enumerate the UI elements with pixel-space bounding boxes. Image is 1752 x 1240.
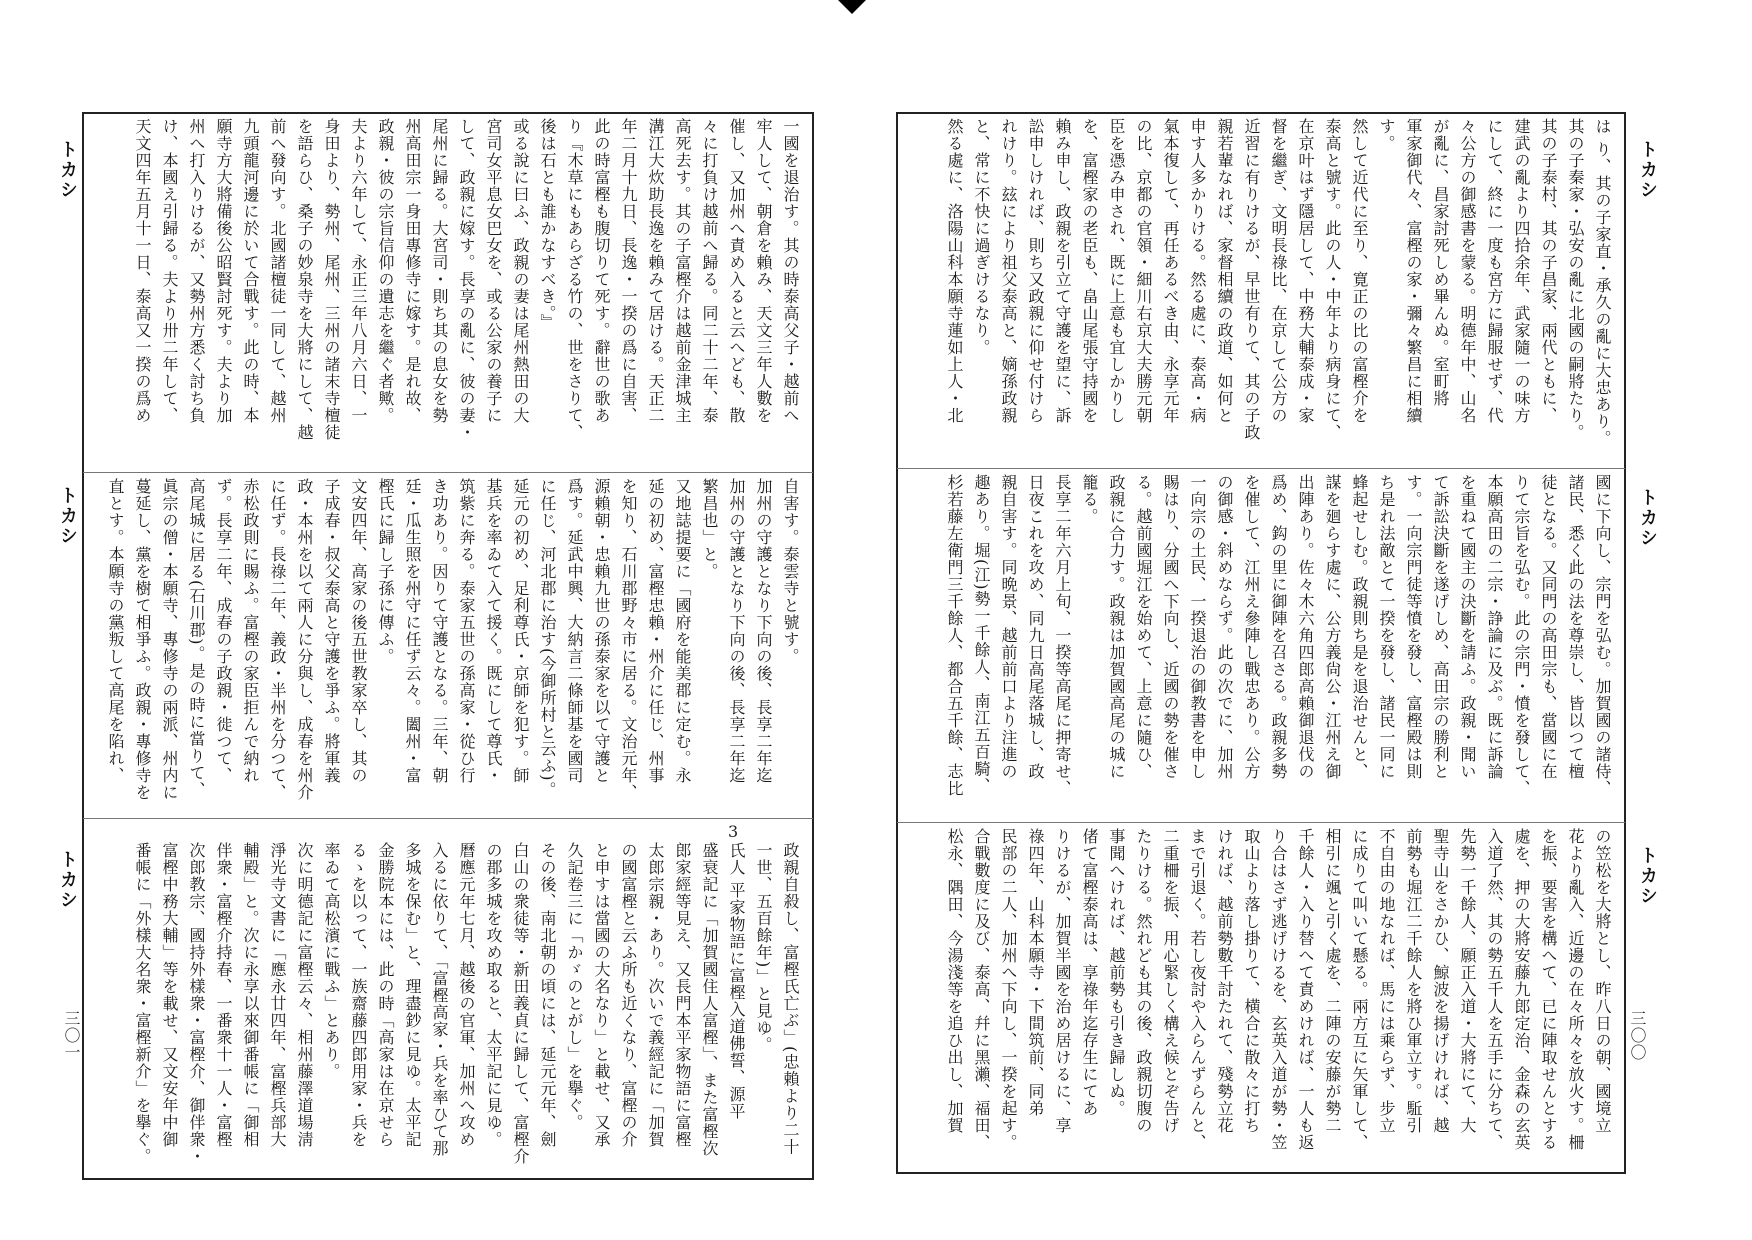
text-column: 其の子秦家・弘安の亂に北國の嗣將たり。 — [1566, 118, 1585, 441]
text-column: 蔓延し、黨を樹て相爭ふ。政親・專修寺を — [133, 478, 152, 801]
text-column: 賜はり、分國へ下向し、近國の勢を催さ — [1161, 474, 1180, 780]
text-column: て訴訟決斷を遂げしめ、高田宗の勝利と — [1431, 474, 1450, 780]
text-column: 軍家御代々、富樫の家・彌々繁昌に相續 — [1404, 118, 1423, 424]
text-column: たりける。然れども其の後、政親切腹の — [1134, 828, 1153, 1134]
text-column: 々に打負け越前へ歸る。同二十二年、泰 — [700, 118, 719, 424]
text-column: 加州の守護となり下向の後、長享二年迄 — [727, 478, 746, 784]
text-column: 建武の亂より四拾余年、武家隨一の味方 — [1512, 118, 1531, 424]
text-column: 々公方の御感書を蒙る。明德年中、山名 — [1458, 118, 1477, 424]
text-column: 筑紫に奔る。泰家五世の孫高家・從ひ行 — [457, 478, 476, 784]
text-column: 牢人して、朝倉を賴み、天文三年人數を — [754, 118, 773, 424]
text-column: 廷・瓜生照を州守に任ず云々。闔州・富 — [403, 478, 422, 784]
text-column: 身田より、勢州、尾州、三州の諸末寺檀徒 — [322, 118, 341, 441]
text-column: 取山より落し掛りて、横合に散々に打ち — [1242, 828, 1261, 1134]
text-column: 輔殿」と。次に永享以來御番帳に「御相 — [241, 842, 260, 1148]
text-column: 源賴朝・忠賴九世の孫泰家を以て守護と — [592, 478, 611, 784]
text-column: 子成春・叔父泰高と守護を爭ふ。將軍義 — [322, 478, 341, 784]
text-column: 日夜これを攻め、同九日高尾落城し、政 — [1026, 474, 1045, 780]
text-column: 曆應元年七月、越後の官軍、加州へ攻め — [457, 842, 476, 1148]
text-column: 基兵を率ゐて入て援く。既にして尊氏・ — [484, 478, 503, 784]
text-column: 赤松政則に賜ふ。富樫の家臣拒んで納れ — [241, 478, 260, 784]
text-column: 國に下向し、宗門を弘む。加賀國の諸侍、 — [1593, 474, 1612, 797]
text-column: の比、京都の官領・細川右京大夫勝元朝 — [1134, 118, 1153, 424]
text-column: 蜂起せしむ。政親則ち是を退治せんと、 — [1350, 474, 1369, 780]
text-column: まで引退く。若し夜討や入らんずらんと、 — [1188, 828, 1207, 1151]
text-column: は り、其の子家直・承久の亂に大忠あり。 — [1593, 118, 1612, 448]
left-running-head-bottom: トカシ — [57, 850, 78, 910]
text-column: を、富樫家の老臣も、畠山尾張守持國を — [1080, 118, 1099, 424]
text-column: り合はさず逃げけるを、玄英入道が勢・笠 — [1269, 828, 1288, 1151]
text-column: る。越前國堀江を始めて、上意に隨ひ、 — [1134, 474, 1153, 780]
scan-artifact-mark — [838, 0, 866, 14]
text-column: 加州の守護となり下向の後、長享二年迄 — [754, 478, 773, 784]
text-column: の笠松を大將とし、昨八日の朝、國境立 — [1593, 828, 1612, 1134]
text-column: 富樫中務大輔」等を載せ、又文安年中御 — [160, 842, 179, 1148]
right-running-head-middle: トカシ — [1637, 488, 1658, 548]
text-column: 次郎教宗、國持外樣衆・富樫介、御伴衆・ — [187, 842, 206, 1165]
text-column: 伴衆・富樫介持春、一番衆十一人・富樫 — [214, 842, 233, 1148]
text-column: の御感・斜めならず。此の次でに、加州 — [1215, 474, 1234, 780]
text-column: に任ず。長祿二年、義政・半州を分つて、 — [268, 478, 287, 801]
left-running-head-middle: トカシ — [57, 486, 78, 546]
text-column: 金勝院本には、此の時「高家は在京せら — [376, 842, 395, 1148]
text-column: 前勢も堀江二千餘人を將ひ軍立す。駈引 — [1404, 828, 1423, 1134]
text-column: す。一向宗門徒等憤を發し、富樫殿は則 — [1404, 474, 1423, 780]
text-column: 申す人多かりける。然る處に、泰高・病 — [1188, 118, 1207, 424]
text-column: 氏人 平家物語に富樫入道佛誓、源平 — [727, 842, 746, 1121]
text-column: と、常に不快に過ぎけるなり。 — [972, 118, 991, 356]
text-column: 文安四年、高家の後五世教家卒し、其の — [349, 478, 368, 784]
text-column: 又地誌提要に「國府を能美郡に定む。永 — [673, 478, 692, 784]
text-column: れけり。玆により祖父泰高と、嫡孫政親 — [999, 118, 1018, 424]
text-column: 政・本州を以て兩人に分與し、成春を州介 — [295, 478, 314, 801]
text-column: 淨光寺文書に「應永廿四年、富樫兵部大 — [268, 842, 287, 1148]
text-column: 合戰數度に及び、泰高、幷に黑瀨、福田、 — [972, 828, 991, 1151]
text-column: ち是れ法敵とて一揆を發し、諸民一同に — [1377, 474, 1396, 780]
text-column: るゝを以って、一族齋藤四郎用家・兵を — [349, 842, 368, 1148]
text-column: 直とす。本願寺の黨叛して高尾を陷れ、 — [106, 478, 125, 784]
text-column: 催し、又加州へ責め入ると云へども、散 — [727, 118, 746, 424]
text-column: 二重柵を振、用心緊しく構え候とぞ告げ — [1161, 828, 1180, 1134]
left-page-panel-bottom — [96, 842, 804, 1174]
text-column: 氣本復して、再任あるべき由、永享元年 — [1161, 118, 1180, 424]
text-column: 相引に颯と引く處を、二陣の安藤が勢二 — [1323, 828, 1342, 1134]
text-column: 或る說に曰ふ、政親の妻は尾州熱田の大 — [511, 118, 530, 424]
text-column: 然して近代に至り、寛正の比の富樫介を — [1350, 118, 1369, 424]
text-column: 趣あり。堀(江)勢一千餘人、南江五百騎、 — [972, 474, 991, 795]
text-column: 近習に有りけるが、早世有りて、其の子政 — [1242, 118, 1261, 441]
text-column: 處を、押の大將安藤九郎定治、金森の玄英 — [1512, 828, 1531, 1151]
text-column: が亂に、昌家討死しめ畢んぬ。室町將 — [1431, 118, 1450, 407]
text-column: ず。長享二年、成春の子政親・徙つて、 — [214, 478, 233, 784]
text-column: 民部の二人、加州へ下向し、一揆を起す。 — [999, 828, 1018, 1151]
text-column: ければ、越前勢數千討たれて、殘勢立花 — [1215, 828, 1234, 1134]
text-column: 一世、五百餘年)」と見ゆ。 — [754, 842, 773, 1054]
text-column: の國富樫と云ふ所も近くなり、富樫の介 — [619, 842, 638, 1148]
text-column: 盛衰記に「加賀國住人富樫」、また富樫次 — [700, 842, 719, 1157]
text-column: 一國を退治す。其の時泰高父子・越前へ — [781, 118, 800, 424]
text-column: 臣を憑み申され、既に上意も宜しかりし — [1107, 118, 1126, 424]
text-column: り『木草にもあらざる竹の、世をさりて、 — [565, 118, 584, 441]
right-page-panel-middle — [910, 474, 1616, 816]
text-column: け、本國え引歸る。夫より卅二年して、 — [160, 118, 179, 424]
text-column: 祿四年、山科本願寺・下間筑前、同弟 — [1026, 828, 1045, 1117]
text-column: 次に明德記に富樫云々、相州藤澤道場淸 — [295, 842, 314, 1148]
text-column: 出陣あり。佐々木六角四郎高賴御退伐の — [1296, 474, 1315, 780]
text-column: 爲め、鈎の里に御陣を召さる。政親多勢 — [1269, 474, 1288, 780]
text-column: 此の時富樫も腹切りて死す。辭世の歌あ — [592, 118, 611, 424]
text-column: 自害す。泰雲寺と號す。 — [781, 478, 800, 665]
right-page-separator-2 — [897, 822, 1625, 823]
text-column: 本願高田の二宗・諍論に及ぶ。既に訴論 — [1485, 474, 1504, 780]
left-page-panel-top — [96, 118, 804, 466]
right-page-separator-1 — [897, 468, 1625, 469]
text-column: 千餘人・入り替へて責めければ、一人も返 — [1296, 828, 1315, 1151]
left-page-separator-1 — [83, 472, 813, 473]
text-column: 杉若藤左衛門三千餘人、都合五千餘、志比 — [945, 474, 964, 797]
text-column: 訟申しければ、則ち又政親に仰せ付けら — [1026, 118, 1045, 424]
text-column: にして、終に一度も宮方に歸服せず、代 — [1485, 118, 1504, 424]
text-column: 政親自殺し、富樫氏亡ぶ」(忠賴より二十 — [781, 842, 800, 1156]
text-column: 高死去す。其の子富樫介は越前金津城主 — [673, 118, 692, 424]
text-column: 親若輩なれば、家督相續の政道、如何と — [1215, 118, 1234, 424]
text-column: 徒となる。又同門の高田宗も、當國に在 — [1539, 474, 1558, 780]
right-running-head-bottom: トカシ — [1637, 846, 1658, 906]
text-column: りけるが、加賀半國を治め居けるに、享 — [1053, 828, 1072, 1134]
text-column: 入道了然、其の勢五千人を五手に分ちて、 — [1485, 828, 1504, 1151]
text-column: 宮司女平息女巴女を、或る公家の養子に — [484, 118, 503, 424]
text-column: を重ねて國主の決斷を請ふ。政親・聞い — [1458, 474, 1477, 780]
text-column: 親自害す。同晩景、越前前口より注進の — [999, 474, 1018, 780]
text-column: 聖寺山をさかひ、鯨波を揚げければ、越 — [1431, 828, 1450, 1134]
text-column: を催して、江州え參陣し戰忠あり。公方 — [1242, 474, 1261, 780]
text-column: 延の初め、富樫忠賴・州介に任じ、州事 — [646, 478, 665, 784]
text-column: 政親に合力す。政親は加賀國高尾の城に — [1107, 474, 1126, 780]
text-column: 番帳に「外樣大名衆・富樫新介」を擧ぐ。 — [133, 842, 152, 1165]
right-page-panel-top — [910, 118, 1616, 462]
text-column: 溝江大炊助長逸を賴みて居ける。天正二 — [646, 118, 665, 424]
text-column: に任じ、河北郡に治す(今御所村と云ふ)。 — [538, 478, 557, 799]
text-column: 事聞へければ、越前勢も引き歸しぬ。 — [1107, 828, 1126, 1117]
text-column: 入るに依りて、「富樫高家・兵を率ひて那 — [430, 842, 449, 1157]
text-column: 九頭龍河邊に於いて合戰す。此の時、本 — [241, 118, 260, 424]
text-column: りて宗旨を弘む。此の宗門・憤を發して、 — [1512, 474, 1531, 797]
text-column: 先勢一千餘人、願正入道・大將にて、大 — [1458, 828, 1477, 1134]
text-column: 太郎宗親・あり。次いで義經記に「加賀 — [646, 842, 665, 1148]
text-column: 高尾城に居る(石川郡)。是の時に當りて、 — [187, 478, 206, 799]
text-column: 花より亂入、近邊の在々所々を放火す。柵 — [1566, 828, 1585, 1151]
text-column: 不自由の地なれば、馬には乘らず、步立 — [1377, 828, 1396, 1134]
left-page-separator-2 — [83, 818, 813, 819]
text-column: 繁昌也」と。 — [700, 478, 719, 580]
text-column: して、政親に嫁す。長享の亂に、彼の妻・ — [457, 118, 476, 441]
text-column: 後は石とも誰かなすべき。』 — [538, 118, 557, 331]
right-running-head-top: トカシ — [1637, 140, 1658, 200]
text-column: 久記卷三に「かゞのとがし」を擧ぐ。 — [565, 842, 584, 1131]
text-column: を知り、石川郡野々市に居る。文治元年、 — [619, 478, 638, 801]
text-column: を語らひ、桑子の妙泉寺を大將にして、越 — [295, 118, 314, 441]
left-page-panel-middle — [96, 478, 804, 812]
text-column: 泰高と號す。此の人・中年より病身にて、 — [1323, 118, 1342, 441]
text-column: 白山の衆徒等・新田義貞に歸して、富樫介 — [511, 842, 530, 1165]
text-column: す。 — [1377, 118, 1396, 152]
text-column: 在京叶はず隱居して、中務大輔泰成・家 — [1296, 118, 1315, 424]
text-column: 長享二年六月上旬、一揆等高尾に押寄せ、 — [1053, 474, 1072, 797]
text-column: 眞宗の僧・本願寺、專修寺の兩派、州内に — [160, 478, 179, 801]
text-column: 然る處に、洛陽山科本願寺蓮如上人・北 — [945, 118, 964, 424]
text-column: 諸民、悉く此の法を尊崇し、皆以つて檀 — [1566, 474, 1585, 780]
text-column: を振、要害を構へて、已に陣取せんとする — [1539, 828, 1558, 1151]
text-column: と申すは當國の大名なり」と載せ、又承 — [592, 842, 611, 1148]
text-column: に成りて叫いて懸る。兩方互に矢軍して、 — [1350, 828, 1369, 1151]
text-column: 一向宗の土民、一揆退治の御教書を申し — [1188, 474, 1207, 780]
text-column: 延元の初め、足利尊氏・京師を犯す。師 — [511, 478, 530, 784]
text-column: 賴み申し、政親を引立て守護を望に、訴 — [1053, 118, 1072, 424]
right-page-panel-bottom — [910, 828, 1616, 1168]
text-column: 謀を廻らす處に、公方義尙公・江州え御 — [1323, 474, 1342, 780]
right-page-number: 三〇〇 — [1628, 1010, 1647, 1061]
text-column: 政親・彼の宗旨信仰の遺志を繼ぐ者歟。 — [376, 118, 395, 424]
text-column: 爲す。延武中興、大納言二條師基を國司 — [565, 478, 584, 784]
left-page-number: 三〇一 — [62, 1010, 81, 1061]
text-column: き功あり。因りて守護となる。三年、朝 — [430, 478, 449, 784]
text-column: 州へ打入りけるが、又勢州方悉く討ち負 — [187, 118, 206, 424]
text-column: 籠る。 — [1080, 474, 1099, 525]
text-column: 樫氏に歸し子孫に傳ふ。 — [376, 478, 395, 665]
text-column: その後、南北朝の頃には、延元元年、劍 — [538, 842, 557, 1148]
text-column: 願寺方大將備後公昭賢討死す。夫より加 — [214, 118, 233, 424]
text-column: 州高田宗一身田專修寺に嫁す。是れ故、 — [403, 118, 422, 424]
left-running-head-top: トカシ — [57, 140, 78, 200]
text-column: の郡多城を攻め取ると、太平記に見ゆ。 — [484, 842, 503, 1148]
text-column: 其の子泰村、其の子昌家、兩代ともに、 — [1539, 118, 1558, 424]
text-column: 年二月十九日、長逸・一揆の爲に自害、 — [619, 118, 638, 424]
text-column: 率ゐて高松濱に戰ふ」とあり。 — [322, 842, 341, 1080]
text-column: 尾州に歸る。大宮司・則ち其の息女を勢 — [430, 118, 449, 424]
text-column: 偖て富樫泰高は、享祿年迄存生にてあ — [1080, 828, 1099, 1117]
text-column: 督を繼ぎ、文明長祿比、在京して公方の — [1269, 118, 1288, 424]
section-marker: 3 — [728, 822, 739, 841]
text-column: 多城を保む」と、理盡鈔に見ゆ。太平記 — [403, 842, 422, 1148]
text-column: 郎家經等見え、又長門本平家物語に富樫 — [673, 842, 692, 1148]
text-column: 前へ發向す。北國諸檀徒一同して、越州 — [268, 118, 287, 424]
text-column: 天文四年五月十一日、泰高又一揆の爲め — [133, 118, 152, 424]
text-column: 夫より六年して、永正三年八月六日、一 — [349, 118, 368, 424]
text-column: 松永、隅田、今湯淺等を追ひ出し、加賀 — [945, 828, 964, 1134]
